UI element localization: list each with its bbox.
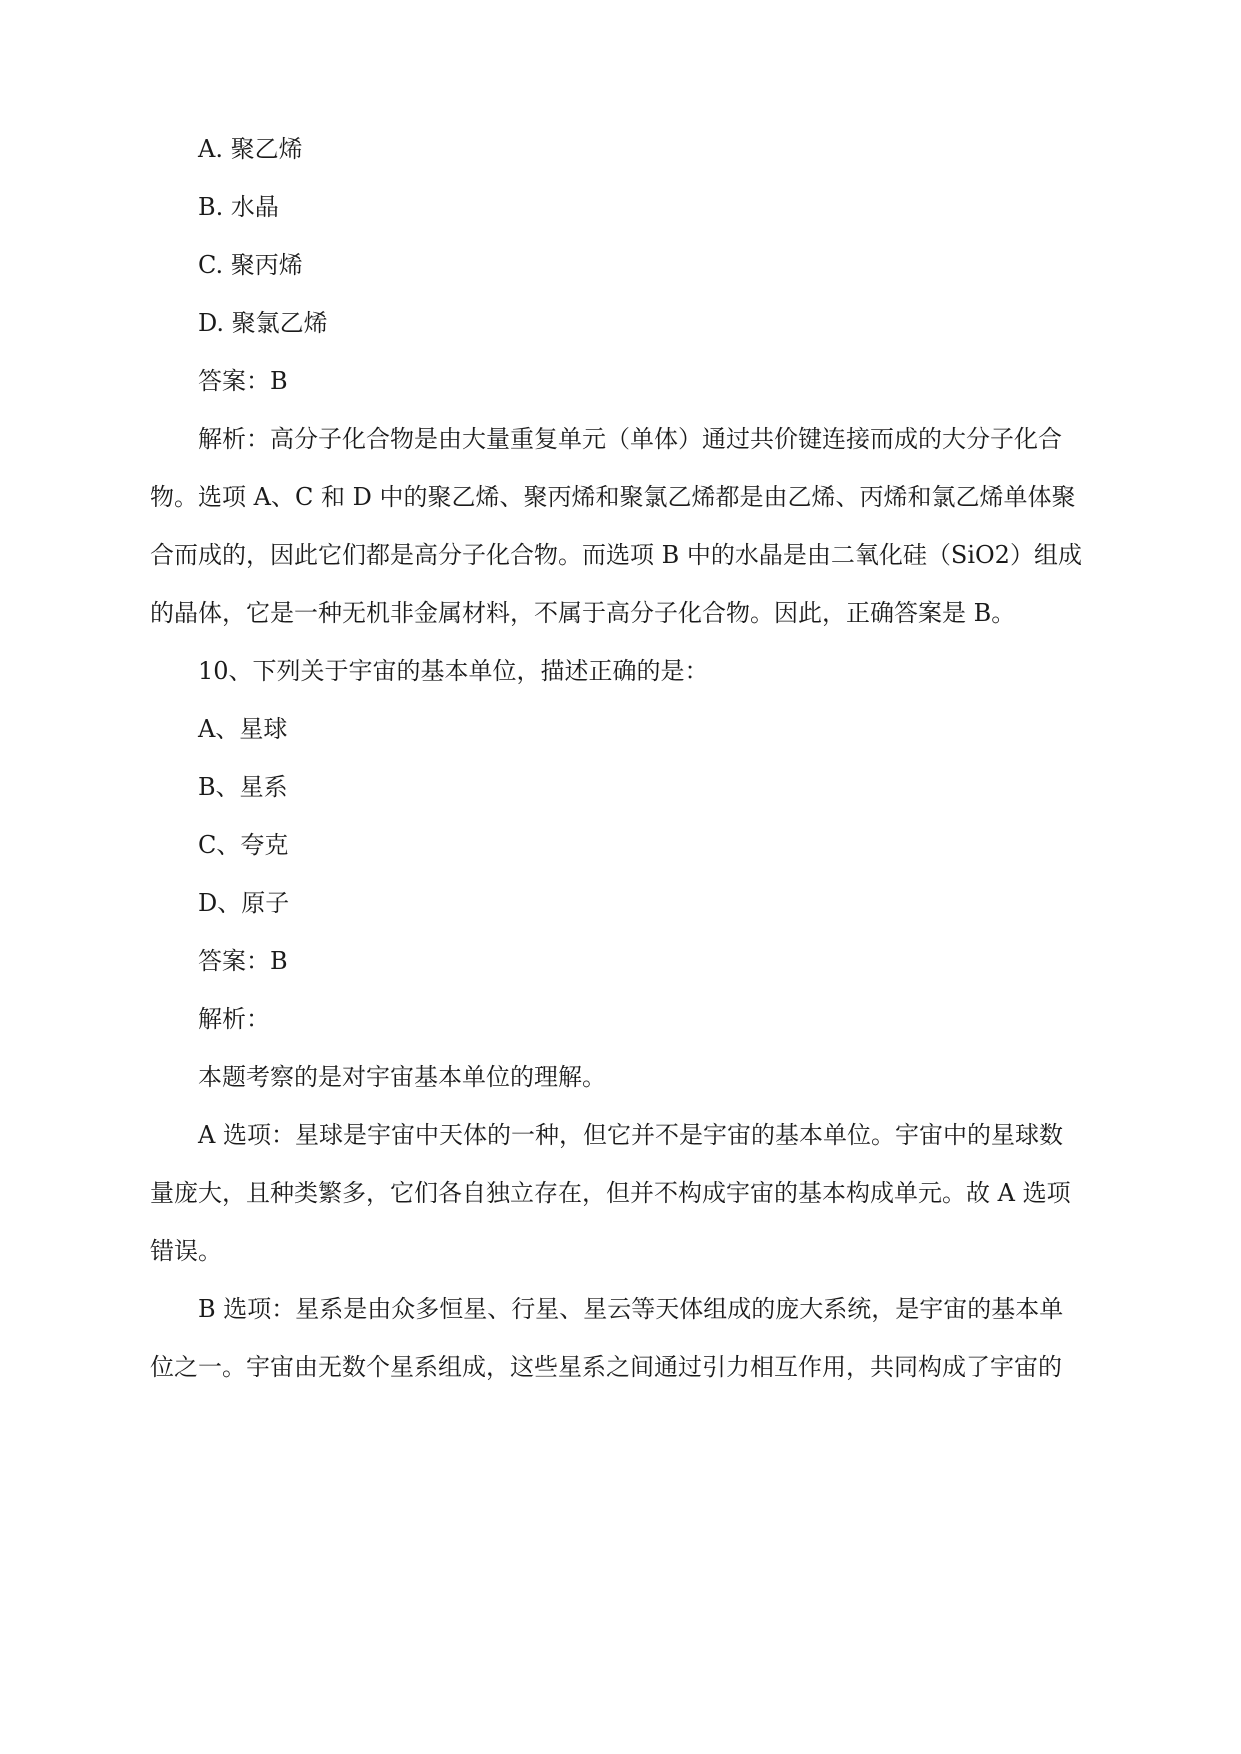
q9-answer: 答案：B xyxy=(198,367,288,395)
q9-analysis-line-2: 物。选项 A、C 和 D 中的聚乙烯、聚丙烯和聚氯乙烯都是由乙烯、丙烯和氯乙烯单体聚 xyxy=(150,483,1076,511)
q10-analysis-label: 解析： xyxy=(198,1005,270,1033)
q9-analysis-line-1: 解析：高分子化合物是由大量重复单元（单体）通过共价键连接而成的大分子化合 xyxy=(198,425,1062,453)
q10-option-d: D、原子 xyxy=(198,889,290,917)
q9-analysis-line-4: 的晶体，它是一种无机非金属材料，不属于高分子化合物。因此，正确答案是 B。 xyxy=(150,599,1016,627)
q10-option-a-explanation-line-1: A 选项：星球是宇宙中天体的一种，但它并不是宇宙的基本单位。宇宙中的星球数 xyxy=(198,1121,1063,1149)
q9-option-b: B. 水晶 xyxy=(198,193,279,221)
q9-option-c: C. 聚丙烯 xyxy=(198,251,303,279)
q9-analysis-line-3: 合而成的，因此它们都是高分子化合物。而选项 B 中的水晶是由二氧化硅（SiO2）组成 xyxy=(150,541,1082,569)
q10-question: 10、下列关于宇宙的基本单位，描述正确的是： xyxy=(198,657,709,685)
q10-option-c: C、夸克 xyxy=(198,831,289,859)
q10-option-b: B、星系 xyxy=(198,773,288,801)
q10-option-b-explanation-line-2: 位之一。宇宙由无数个星系组成，这些星系之间通过引力相互作用，共同构成了宇宙的 xyxy=(150,1353,1062,1381)
q10-option-a-explanation-line-2: 量庞大，且种类繁多，它们各自独立存在，但并不构成宇宙的基本构成单元。故 A 选项 xyxy=(150,1179,1071,1207)
q9-option-a: A. 聚乙烯 xyxy=(198,135,303,163)
q9-option-d: D. 聚氯乙烯 xyxy=(198,309,328,337)
q10-option-a: A、星球 xyxy=(198,715,288,743)
q10-intro: 本题考察的是对宇宙基本单位的理解。 xyxy=(198,1063,606,1091)
q10-option-b-explanation-line-1: B 选项：星系是由众多恒星、行星、星云等天体组成的庞大系统，是宇宙的基本单 xyxy=(198,1295,1064,1323)
q10-answer: 答案：B xyxy=(198,947,288,975)
q10-option-a-explanation-line-3: 错误。 xyxy=(150,1237,222,1265)
